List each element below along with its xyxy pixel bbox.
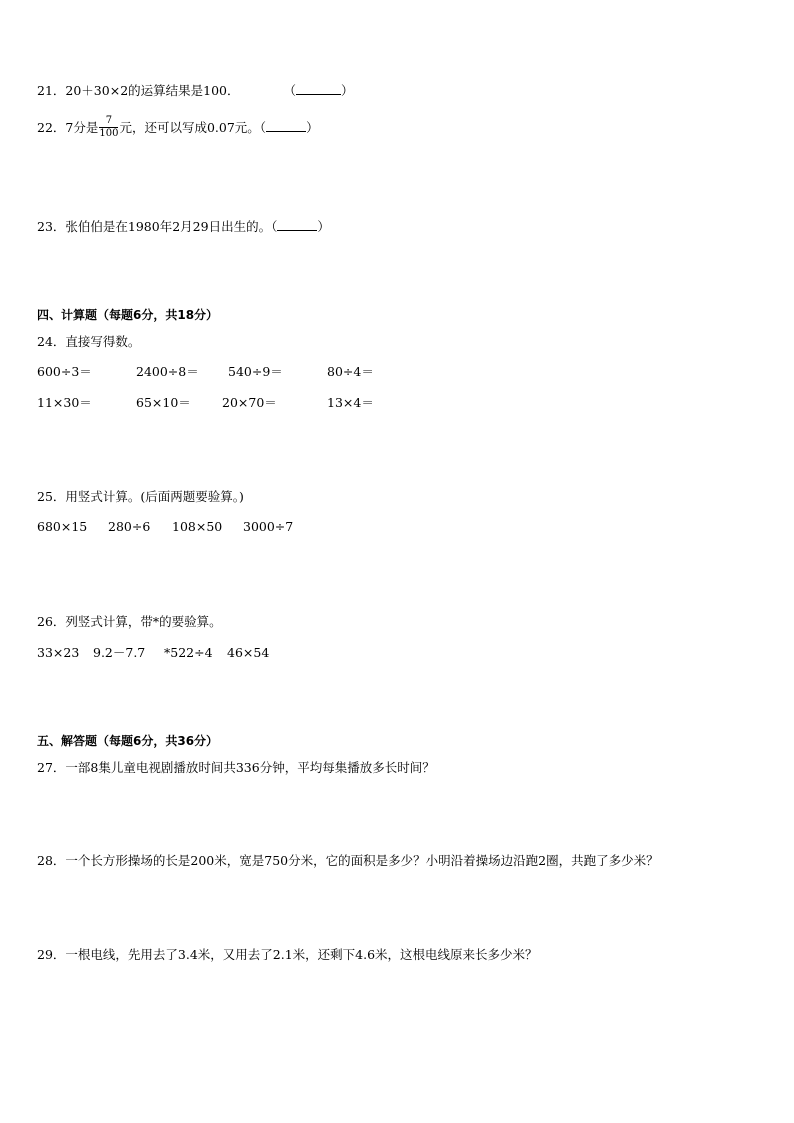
fraction-numerator: 7 [99, 116, 118, 128]
answer-open-paren: （ [283, 83, 296, 98]
expression: 2400÷8＝ [136, 364, 199, 379]
question-29: 29．一根电线，先用去了3.4米，又用去了2.1米，还剩下4.6米，这根电线原来长多少米？ [37, 947, 538, 962]
question-21 [37, 82, 354, 100]
answer-blank-23[interactable] [277, 218, 317, 231]
expression: *522÷4 [164, 645, 213, 660]
q24-row-1 [37, 363, 437, 381]
question-22-text-before: 7分是 [65, 120, 99, 135]
answer-close-paren: ） [306, 120, 319, 135]
expression: 9.2－7.7 [93, 645, 146, 660]
answer-close-paren: ） [317, 219, 330, 234]
answer-blank-22[interactable] [266, 119, 306, 132]
question-22-text-after: 元，还可以写成0.07元。 [119, 120, 260, 135]
q25-items [37, 518, 437, 536]
expression: 65×10＝ [136, 395, 191, 410]
expression: 3000÷7 [243, 519, 294, 534]
section-4-heading: 四、计算题（每题6分，共18分） [37, 308, 219, 322]
question-28: 28．一个长方形操场的长是200米，宽是750分米，它的面积是多少？小明沿着操场边沿跑2圈，共跑了多少米？ [37, 853, 659, 868]
question-27: 27．一部8集儿童电视剧播放时间共336分钟，平均每集播放多长时间？ [37, 760, 435, 775]
question-22-number: 22． [37, 120, 66, 135]
expression: 540÷9＝ [228, 364, 283, 379]
question-22 [37, 117, 319, 140]
expression: 600÷3＝ [37, 364, 92, 379]
question-23 [37, 218, 330, 236]
answer-open-paren: （ [271, 219, 278, 234]
expression: 11×30＝ [37, 395, 92, 410]
question-26-title: 26．列竖式计算，带*的要验算。 [37, 614, 222, 629]
answer-blank-21[interactable] [296, 82, 341, 95]
question-25-title: 25．用竖式计算。(后面两题要验算。) [37, 489, 244, 504]
expression: 13×4＝ [327, 395, 374, 410]
question-21-text: 20＋30×2的运算结果是100． [65, 83, 240, 98]
fraction-denominator: 100 [99, 128, 119, 139]
expression: 108×50 [172, 519, 223, 534]
q24-row-2 [37, 394, 437, 412]
expression: 80÷4＝ [327, 364, 374, 379]
q26-items [37, 644, 437, 662]
expression: 33×23 [37, 645, 80, 660]
expression: 680×15 [37, 519, 88, 534]
expression: 20×70＝ [222, 395, 277, 410]
question-21-number: 21． [37, 83, 66, 98]
expression: 46×54 [227, 645, 270, 660]
fraction-7-100 [99, 116, 118, 139]
answer-close-paren: ） [341, 83, 354, 98]
expression: 280÷6 [108, 519, 151, 534]
question-23-number: 23． [37, 219, 66, 234]
answer-open-paren: （ [259, 120, 267, 135]
question-24-title: 24．直接写得数。 [37, 334, 141, 349]
question-23-text: 张伯伯是在1980年2月29日出生的。 [65, 219, 272, 234]
section-5-heading: 五、解答题（每题6分，共36分） [37, 734, 219, 748]
